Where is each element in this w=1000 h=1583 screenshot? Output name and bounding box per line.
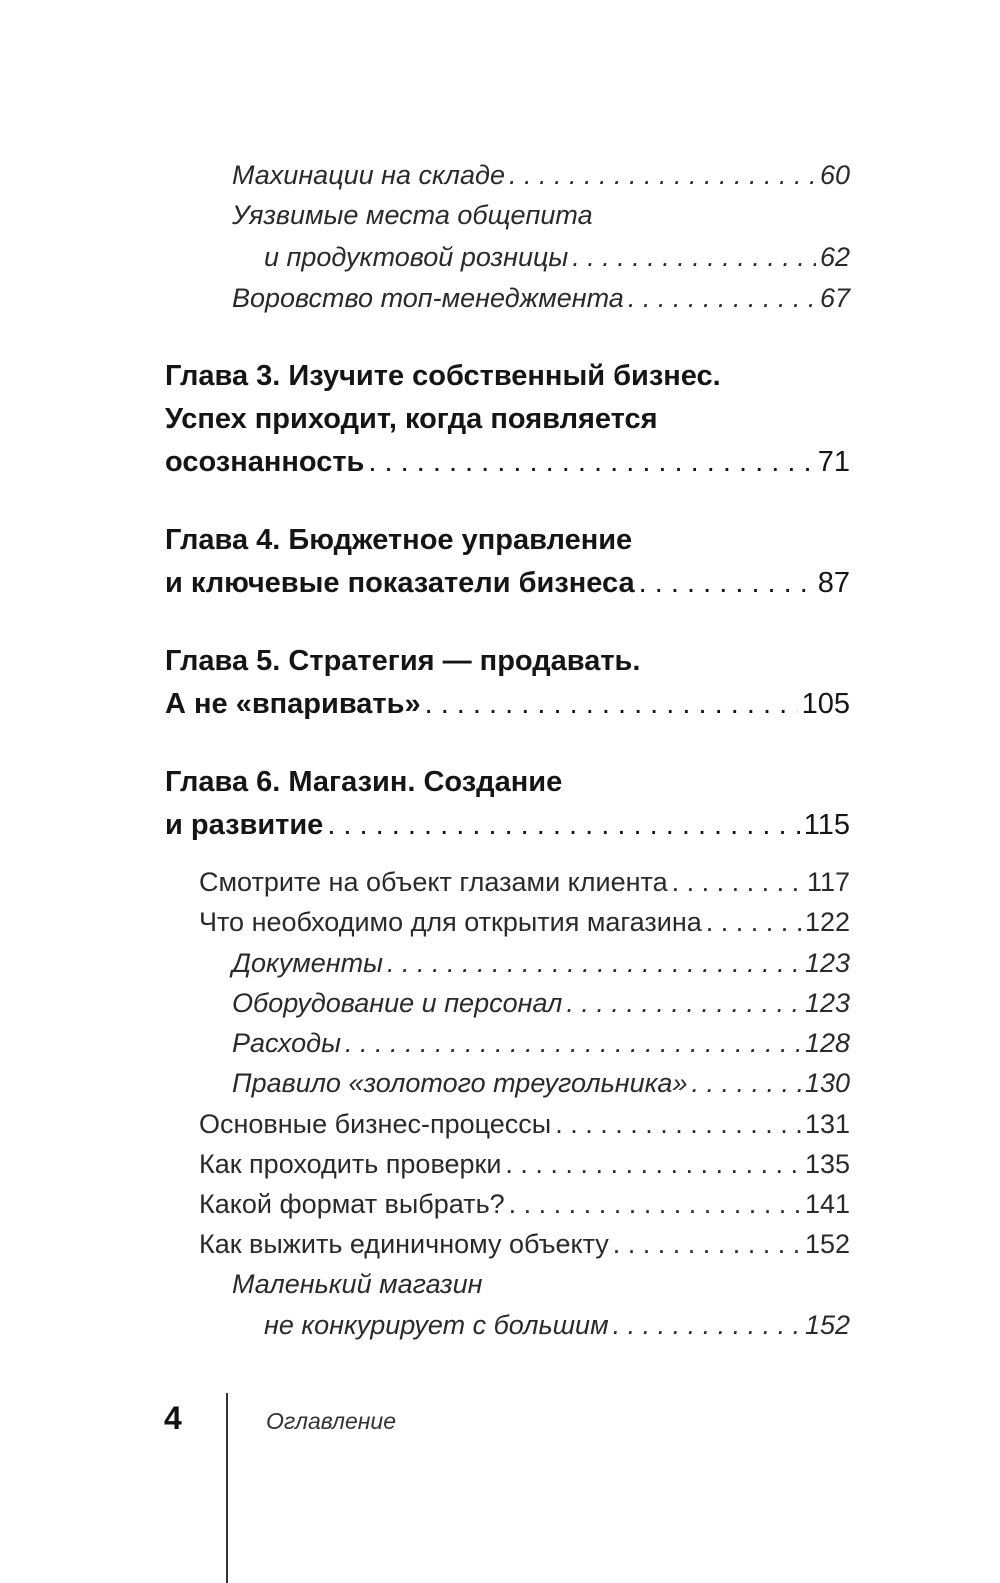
chapter-title: Глава 6. Магазин. Создание xyxy=(165,766,563,798)
toc-entry-title: Правило «золотого треугольника» xyxy=(232,1068,688,1098)
toc-entry[interactable] xyxy=(199,1189,850,1220)
chapter-title: Глава 5. Стратегия — продавать. xyxy=(165,645,641,677)
toc-page-number: 130 xyxy=(804,1068,850,1098)
chapter-title: Успех приходит, когда появляется xyxy=(165,403,658,435)
dot-leader xyxy=(672,867,803,898)
dot-leader xyxy=(572,242,816,273)
toc-entry-title: Воровство топ-менеджмента xyxy=(232,283,624,313)
dot-leader xyxy=(387,948,801,979)
footer-divider xyxy=(226,1393,228,1583)
toc-entry-title: Смотрите на объект глазами клиента xyxy=(199,867,668,897)
toc-entry[interactable] xyxy=(232,160,850,191)
dot-leader xyxy=(566,988,801,1019)
chapter-heading-line xyxy=(165,766,850,799)
dot-leader xyxy=(613,1310,801,1341)
footer-page-number: 4 xyxy=(164,1400,182,1436)
chapter-title: Глава 4. Бюджетное управление xyxy=(165,524,633,556)
chapter-entry[interactable] xyxy=(165,446,850,479)
chapter-title: и ключевые показатели бизнеса xyxy=(165,567,635,599)
toc-page-number: 123 xyxy=(804,948,850,978)
toc-entry-title: Основные бизнес-процессы xyxy=(199,1109,552,1139)
dot-leader xyxy=(345,1028,801,1059)
toc-entry[interactable] xyxy=(199,867,850,898)
toc-entry[interactable] xyxy=(232,1028,850,1059)
toc-page-number: 141 xyxy=(804,1189,850,1219)
dot-leader xyxy=(368,446,813,479)
toc-entry[interactable] xyxy=(199,1229,850,1260)
dot-leader xyxy=(509,1189,801,1220)
toc-page-number: 135 xyxy=(804,1149,850,1179)
toc-page-number: 105 xyxy=(801,688,850,720)
toc-entry[interactable] xyxy=(264,1310,850,1341)
chapter-title: осознанность xyxy=(165,446,365,478)
chapter-heading-line xyxy=(165,524,850,557)
dot-leader xyxy=(691,1068,800,1099)
toc-page-number: 152 xyxy=(804,1229,850,1259)
toc-page-number: 152 xyxy=(804,1310,850,1340)
toc-entry-title: Как проходить проверки xyxy=(199,1149,502,1179)
toc-entry-line xyxy=(232,200,850,231)
toc-entry[interactable] xyxy=(199,1109,850,1140)
toc-page-number: 60 xyxy=(819,160,850,190)
toc-entry-line xyxy=(232,1269,850,1300)
toc-entry[interactable] xyxy=(199,1149,850,1180)
chapter-title: А не «впаривать» xyxy=(165,688,421,720)
toc-page-number: 87 xyxy=(817,567,850,599)
dot-leader xyxy=(613,1229,801,1260)
toc-entry-title: Махинации на складе xyxy=(232,160,505,190)
toc-entry-title: и продуктовой розницы xyxy=(264,242,569,272)
toc-entry-title: Расходы xyxy=(232,1028,341,1058)
toc-entry[interactable] xyxy=(264,242,850,273)
toc-page-number: 128 xyxy=(804,1028,850,1058)
chapter-heading-line xyxy=(165,360,850,393)
toc-entry-title: Документы xyxy=(232,948,384,978)
dot-leader xyxy=(327,809,799,842)
chapter-entry[interactable] xyxy=(165,688,850,721)
chapter-title: Глава 3. Изучите собственный бизнес. xyxy=(165,360,721,392)
toc-page-number: 62 xyxy=(819,242,850,272)
chapter-entry[interactable] xyxy=(165,809,850,842)
toc-entry[interactable] xyxy=(232,1068,850,1099)
dot-leader xyxy=(425,688,798,721)
chapter-heading-line xyxy=(165,403,850,436)
toc-entry-title: не конкурирует с большим xyxy=(264,1310,609,1340)
toc-entry-title: Какой формат выбрать? xyxy=(199,1189,505,1219)
toc-page-number: 71 xyxy=(817,446,850,478)
toc-page-number: 67 xyxy=(819,283,850,313)
chapter-title: и развитие xyxy=(165,809,324,841)
toc-entry-title: Что необходимо для открытия магазина xyxy=(199,907,702,937)
dot-leader xyxy=(628,283,816,314)
toc-entry[interactable] xyxy=(232,948,850,979)
dot-leader xyxy=(706,907,801,938)
toc-page-number: 131 xyxy=(804,1109,850,1139)
chapter-heading-line xyxy=(165,645,850,678)
toc-entry[interactable] xyxy=(232,988,850,1019)
toc-entry[interactable] xyxy=(232,283,850,314)
toc-page-number: 122 xyxy=(804,907,850,937)
toc-entry-title: Маленький магазин xyxy=(232,1269,483,1299)
dot-leader xyxy=(555,1109,801,1140)
toc-page-number: 123 xyxy=(804,988,850,1018)
toc-entry-title: Оборудование и персонал xyxy=(232,988,563,1018)
dot-leader xyxy=(505,1149,801,1180)
toc-page-number: 115 xyxy=(803,809,850,841)
toc-entry-title: Как выжить единичному объекту xyxy=(199,1229,609,1259)
footer-section-title: Оглавление xyxy=(266,1408,396,1434)
dot-leader xyxy=(639,567,814,600)
toc-page-number: 117 xyxy=(806,867,850,897)
dot-leader xyxy=(509,160,816,191)
chapter-entry[interactable] xyxy=(165,567,850,600)
toc-entry[interactable] xyxy=(199,907,850,938)
toc-entry-title: Уязвимые места общепита xyxy=(232,200,593,230)
